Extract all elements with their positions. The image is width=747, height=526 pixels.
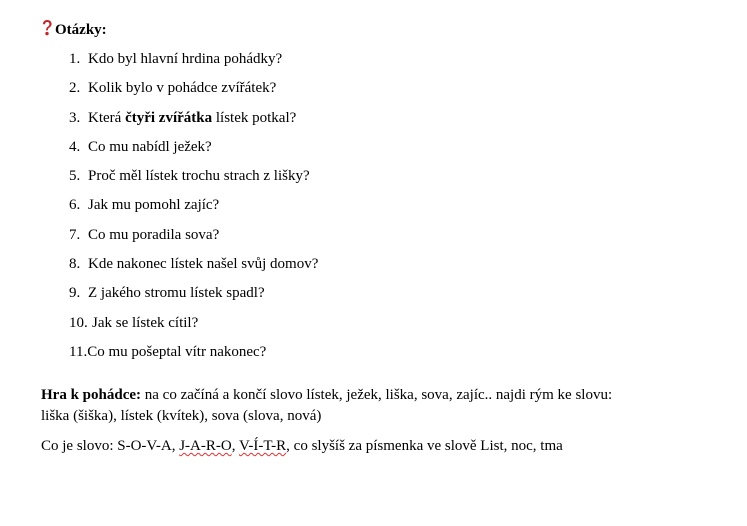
item-number: 1. <box>69 51 81 67</box>
item-number: 5. <box>69 168 81 185</box>
list-item <box>69 78 318 107</box>
list-item <box>69 254 318 283</box>
item-text-post: lístek potkal? <box>212 109 297 126</box>
list-item <box>69 225 318 254</box>
question-mark-icon <box>41 19 53 37</box>
list-item <box>69 108 318 137</box>
list-item <box>69 137 318 166</box>
questions-heading <box>41 19 107 40</box>
item-text: Kdo byl hlavní hrdina pohádky? <box>88 51 283 67</box>
spellcheck-word-vitr: V-Í-T-R <box>238 438 287 454</box>
list-item <box>69 195 318 224</box>
item-number: 7. <box>69 226 81 243</box>
list-item <box>69 283 318 312</box>
item-text: Jak mu pomohl zajíc? <box>88 197 220 214</box>
game-text-line2: liška (šiška), lístek (kvítek), sova (slova, nová) <box>41 408 322 424</box>
item-number: 6. <box>69 197 81 214</box>
game-text-line1: na co začíná a končí slovo lístek, ježek, liška, sova, zajíc.. najdi rým ke slovu: <box>141 387 613 403</box>
item-text: Z jakého stromu lístek spadl? <box>88 285 265 302</box>
item-text: Kde nakonec lístek našel svůj domov? <box>88 256 319 273</box>
item-text: Co mu nabídl ježek? <box>88 138 212 155</box>
game-paragraph-line2 <box>41 406 321 426</box>
word-prefix: Co je slovo: S-O-V-A, <box>41 438 180 454</box>
item-text: Co mu poradila sova? <box>88 226 220 243</box>
item-number: 11. <box>69 343 88 360</box>
word-paragraph <box>41 436 563 456</box>
item-number: 3. <box>69 109 81 126</box>
item-number: 4. <box>69 138 81 155</box>
word-separator: , <box>231 438 239 454</box>
item-text: Kolik bylo v pohádce zvířátek? <box>88 80 277 97</box>
game-label: Hra k pohádce: <box>41 387 142 403</box>
item-text: Co mu pošeptal vítr nakonec? <box>87 343 267 360</box>
list-item <box>69 313 318 342</box>
item-number: 9. <box>69 285 81 302</box>
item-number: 10. <box>69 314 88 331</box>
questions-heading-label: Otázky: <box>55 22 107 38</box>
spellcheck-word-jaro: J-A-R-O <box>179 438 232 454</box>
item-number: 2. <box>69 80 81 97</box>
game-paragraph-line1 <box>41 385 612 405</box>
list-item <box>69 166 318 195</box>
word-suffix: , co slyšíš za písmenka ve slově List, noc, tma <box>286 438 563 454</box>
list-item <box>69 49 318 78</box>
item-text: Jak se lístek cítil? <box>92 314 199 331</box>
item-text: Proč měl lístek trochu strach z lišky? <box>88 168 310 185</box>
list-item <box>69 342 318 371</box>
item-text-bold: čtyři zvířátka <box>125 109 213 126</box>
item-number: 8. <box>69 256 81 273</box>
item-text-pre: Která <box>88 109 126 126</box>
questions-list <box>69 49 318 371</box>
